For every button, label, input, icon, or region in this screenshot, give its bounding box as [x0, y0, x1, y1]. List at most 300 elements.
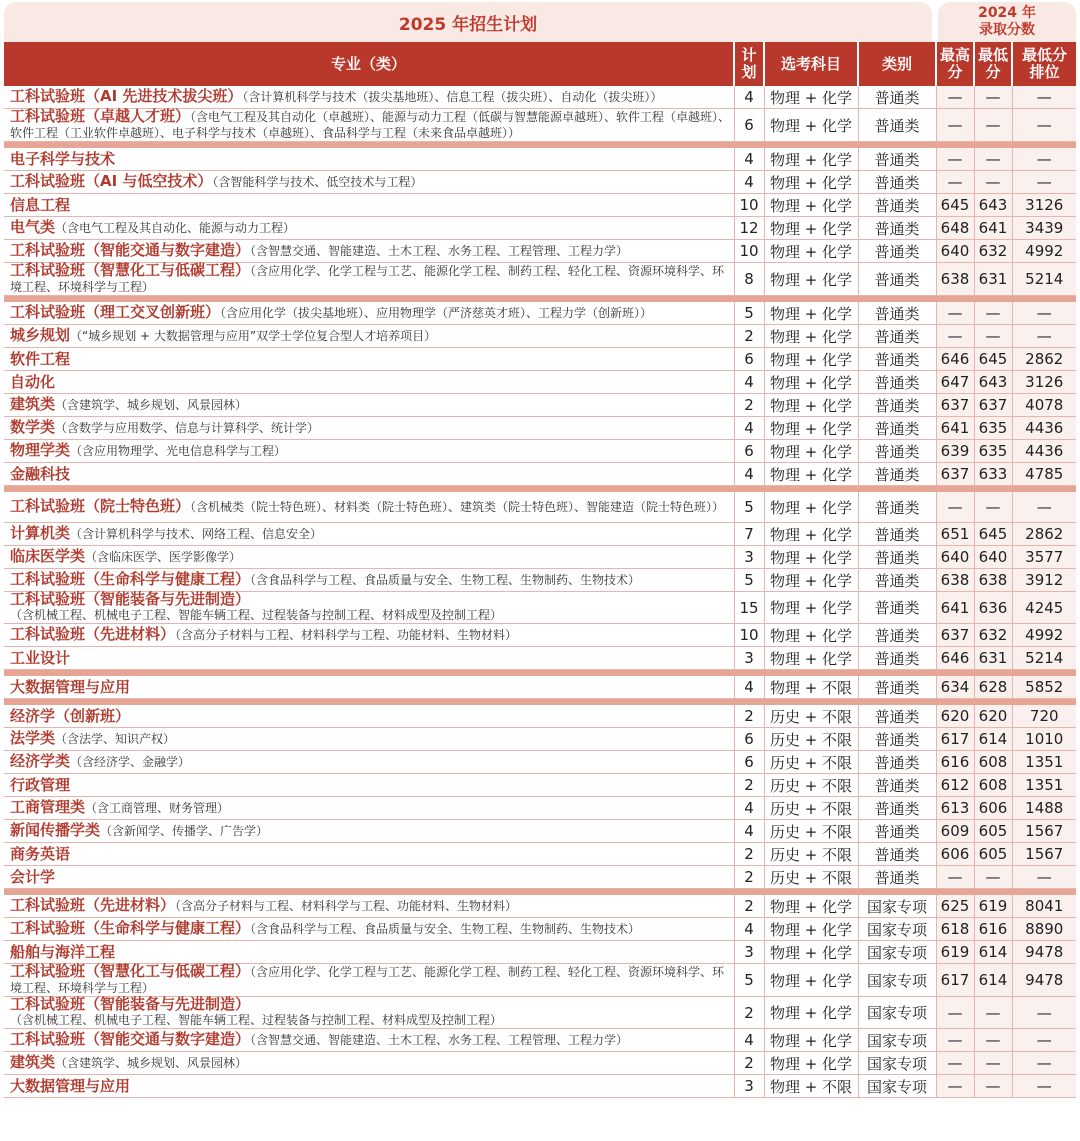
category-cell: 普通类	[858, 676, 936, 699]
min-score-cell: 616	[974, 918, 1012, 941]
subjects-cell: 物理 + 化学	[764, 647, 858, 670]
min-rank-cell: 2862	[1012, 523, 1076, 546]
min-rank-cell: 4992	[1012, 624, 1076, 647]
major-name: 金融科技	[10, 464, 71, 483]
min-score-cell: —	[974, 171, 1012, 194]
major-cell	[4, 440, 734, 463]
major-name: 工科试验班（AI 与低空技术）	[10, 172, 213, 190]
plan-count-cell: 4	[734, 676, 764, 699]
min-rank-cell: 4078	[1012, 394, 1076, 417]
min-score-cell: 645	[974, 348, 1012, 371]
major-cell	[4, 624, 734, 647]
plan-count-cell: 10	[734, 194, 764, 217]
min-rank-cell: 9478	[1012, 941, 1076, 964]
major-name: 工科试验班（智能交通与数字建造）	[10, 1030, 251, 1048]
min-score-cell: 640	[974, 546, 1012, 569]
min-rank-cell: 4245	[1012, 592, 1076, 624]
table-row	[4, 240, 1076, 263]
max-score-cell: 640	[936, 240, 974, 263]
min-rank-cell: —	[1012, 866, 1076, 889]
score-title-banner	[938, 2, 1076, 42]
major-cell	[4, 774, 734, 797]
subjects-cell: 物理 + 化学	[764, 1052, 858, 1075]
max-score-cell: 637	[936, 624, 974, 647]
table-body	[4, 86, 1076, 1098]
major-description: （含应用化学、化学工程与工艺、能源化学工程、制药工程、轻化工程、资源环境科学、环境工程、环境科学与工程）	[10, 264, 725, 294]
category-cell: 普通类	[858, 728, 936, 751]
major-name: 法学类	[10, 729, 56, 747]
min-score-cell: —	[974, 109, 1012, 142]
major-cell	[4, 148, 734, 171]
min-rank-cell: —	[1012, 86, 1076, 109]
subjects-cell: 物理 + 不限	[764, 676, 858, 699]
min-rank-cell: 8890	[1012, 918, 1076, 941]
table-row	[4, 417, 1076, 440]
max-score-cell: 625	[936, 895, 974, 918]
major-cell	[4, 171, 734, 194]
max-score-cell: 641	[936, 417, 974, 440]
min-rank-cell: 5214	[1012, 647, 1076, 670]
major-cell	[4, 1029, 734, 1052]
major-name: 工科试验班（先进材料）	[10, 625, 176, 643]
min-score-cell: 606	[974, 797, 1012, 820]
max-score-cell: —	[936, 492, 974, 523]
category-cell: 普通类	[858, 440, 936, 463]
major-name: 工科试验班（卓越人才班）	[10, 107, 191, 125]
subjects-cell: 物理 + 化学	[764, 371, 858, 394]
table-row	[4, 676, 1076, 699]
table-row	[4, 866, 1076, 889]
major-name: 会计学	[10, 867, 56, 886]
table-row	[4, 371, 1076, 394]
table-row	[4, 751, 1076, 774]
table-row	[4, 194, 1076, 217]
plan-count-cell: 4	[734, 918, 764, 941]
major-cell	[4, 569, 734, 592]
col-header-major: 专业（类）	[4, 42, 734, 86]
max-score-cell: 651	[936, 523, 974, 546]
max-score-cell: —	[936, 997, 974, 1029]
table-row	[4, 964, 1076, 997]
major-description: （含法学、知识产权）	[55, 732, 176, 746]
min-rank-cell: —	[1012, 325, 1076, 348]
subjects-cell: 物理 + 化学	[764, 263, 858, 296]
min-score-cell: 641	[974, 217, 1012, 240]
max-score-cell: —	[936, 148, 974, 171]
max-score-cell: 638	[936, 569, 974, 592]
category-cell: 国家专项	[858, 1075, 936, 1098]
plan-count-cell: 5	[734, 492, 764, 523]
min-rank-cell: 1567	[1012, 820, 1076, 843]
subjects-cell: 物理 + 化学	[764, 86, 858, 109]
max-score-cell: 646	[936, 647, 974, 670]
min-rank-cell: —	[1012, 1075, 1076, 1098]
max-score-cell: 609	[936, 820, 974, 843]
max-score-cell: —	[936, 866, 974, 889]
major-name: 经济学类	[10, 752, 71, 770]
plan-count-cell: 4	[734, 417, 764, 440]
subjects-cell: 物理 + 化学	[764, 394, 858, 417]
table-row	[4, 941, 1076, 964]
table-row	[4, 492, 1076, 523]
major-name: 工科试验班（理工交叉创新班）	[10, 303, 221, 321]
min-score-cell: —	[974, 86, 1012, 109]
max-score-cell: 618	[936, 918, 974, 941]
table-row	[4, 895, 1076, 918]
major-name: 船舶与海洋工程	[10, 942, 116, 961]
plan-count-cell: 7	[734, 523, 764, 546]
table-header-row	[4, 42, 1076, 86]
subjects-cell: 物理 + 化学	[764, 569, 858, 592]
plan-count-cell: 5	[734, 302, 764, 325]
table-row	[4, 394, 1076, 417]
major-description: （含食品科学与工程、食品质量与安全、生物工程、生物制药、生物技术）	[250, 573, 641, 587]
plan-count-cell: 12	[734, 217, 764, 240]
major-cell	[4, 217, 734, 240]
plan-count-cell: 4	[734, 371, 764, 394]
major-cell	[4, 109, 734, 142]
category-cell: 普通类	[858, 647, 936, 670]
min-score-cell: 628	[974, 676, 1012, 699]
major-cell	[4, 941, 734, 964]
min-rank-cell: 3439	[1012, 217, 1076, 240]
major-name: 工科试验班（AI 先进技术拔尖班）	[10, 87, 243, 105]
min-score-cell: —	[974, 997, 1012, 1029]
score-title-label: 录取分数	[979, 22, 1035, 38]
min-rank-cell: 3912	[1012, 569, 1076, 592]
max-score-cell: 634	[936, 676, 974, 699]
major-cell	[4, 325, 734, 348]
min-score-cell: —	[974, 866, 1012, 889]
category-cell: 普通类	[858, 194, 936, 217]
category-cell: 普通类	[858, 866, 936, 889]
subjects-cell: 物理 + 化学	[764, 546, 858, 569]
min-score-cell: 608	[974, 774, 1012, 797]
max-score-cell: 606	[936, 843, 974, 866]
major-description: （含机械工程、机械电子工程、智能车辆工程、过程装备与控制工程、材料成型及控制工程）	[10, 1013, 503, 1027]
plan-title: 2025 年招生计划	[398, 14, 538, 35]
major-cell	[4, 86, 734, 109]
min-rank-cell: 4992	[1012, 240, 1076, 263]
min-rank-cell: 9478	[1012, 964, 1076, 997]
major-name: 自动化	[10, 372, 56, 391]
min-rank-cell: 4436	[1012, 417, 1076, 440]
min-score-cell: 631	[974, 263, 1012, 296]
major-name: 大数据管理与应用	[10, 677, 131, 696]
category-cell: 普通类	[858, 797, 936, 820]
plan-count-cell: 4	[734, 171, 764, 194]
max-score-cell: —	[936, 1029, 974, 1052]
table-row	[4, 1052, 1076, 1075]
min-score-cell: 632	[974, 240, 1012, 263]
category-cell: 普通类	[858, 417, 936, 440]
min-rank-cell: —	[1012, 302, 1076, 325]
max-score-cell: 617	[936, 964, 974, 997]
plan-count-cell: 4	[734, 797, 764, 820]
table-row	[4, 1029, 1076, 1052]
table-row	[4, 843, 1076, 866]
table-row	[4, 705, 1076, 728]
min-score-cell: —	[974, 1052, 1012, 1075]
category-cell: 国家专项	[858, 895, 936, 918]
max-score-cell: 646	[936, 348, 974, 371]
table-row	[4, 217, 1076, 240]
major-description: （含经济学、金融学）	[70, 755, 191, 769]
major-cell	[4, 348, 734, 371]
plan-count-cell: 4	[734, 1029, 764, 1052]
major-cell	[4, 895, 734, 918]
min-score-cell: 608	[974, 751, 1012, 774]
major-name: 经济学（创新班）	[10, 706, 131, 725]
min-rank-cell: 720	[1012, 705, 1076, 728]
major-name: 信息工程	[10, 195, 71, 214]
plan-count-cell: 2	[734, 895, 764, 918]
category-cell: 国家专项	[858, 964, 936, 997]
subjects-cell: 物理 + 化学	[764, 325, 858, 348]
plan-count-cell: 6	[734, 109, 764, 142]
major-name: 电子科学与技术	[10, 149, 116, 168]
plan-count-cell: 2	[734, 705, 764, 728]
min-score-cell: 614	[974, 964, 1012, 997]
major-description: （“城乡规划 + 大数据管理与应用”双学士学位复合型人才培养项目）	[70, 329, 437, 343]
min-rank-cell: 1351	[1012, 774, 1076, 797]
min-rank-cell: —	[1012, 1052, 1076, 1075]
category-cell: 普通类	[858, 109, 936, 142]
category-cell: 普通类	[858, 624, 936, 647]
category-cell: 普通类	[858, 394, 936, 417]
subjects-cell: 历史 + 不限	[764, 843, 858, 866]
major-name: 新闻传播学类	[10, 821, 101, 839]
table-row	[4, 148, 1076, 171]
max-score-cell: —	[936, 86, 974, 109]
subjects-cell: 物理 + 化学	[764, 109, 858, 142]
min-score-cell: —	[974, 1075, 1012, 1098]
min-rank-cell: —	[1012, 1029, 1076, 1052]
plan-count-cell: 6	[734, 440, 764, 463]
category-cell: 国家专项	[858, 1029, 936, 1052]
category-cell: 普通类	[858, 705, 936, 728]
subjects-cell: 物理 + 化学	[764, 918, 858, 941]
major-name: 工业设计	[10, 648, 71, 667]
major-description: （含智能科学与技术、低空技术与工程）	[212, 175, 423, 189]
table-row	[4, 647, 1076, 670]
subjects-cell: 物理 + 化学	[764, 171, 858, 194]
major-name: 工科试验班（生命科学与健康工程）	[10, 570, 251, 588]
min-rank-cell: —	[1012, 492, 1076, 523]
category-cell: 普通类	[858, 171, 936, 194]
plan-count-cell: 6	[734, 728, 764, 751]
max-score-cell: —	[936, 325, 974, 348]
major-name: 数学类	[10, 418, 56, 436]
max-score-cell: 617	[936, 728, 974, 751]
min-score-cell: 605	[974, 843, 1012, 866]
major-cell	[4, 302, 734, 325]
major-name: 工科试验班（生命科学与健康工程）	[10, 919, 251, 937]
plan-count-cell: 8	[734, 263, 764, 296]
major-name: 城乡规划	[10, 326, 71, 344]
major-description: （含电气工程及其自动化、能源与动力工程）	[55, 221, 296, 235]
subjects-cell: 物理 + 化学	[764, 492, 858, 523]
min-score-cell: 645	[974, 523, 1012, 546]
min-score-cell: 635	[974, 440, 1012, 463]
major-name: 计算机类	[10, 524, 71, 542]
table-row	[4, 997, 1076, 1029]
major-name: 工科试验班（先进材料）	[10, 896, 176, 914]
min-rank-cell: 1488	[1012, 797, 1076, 820]
plan-count-cell: 3	[734, 546, 764, 569]
plan-count-cell: 6	[734, 348, 764, 371]
subjects-cell: 物理 + 化学	[764, 1029, 858, 1052]
plan-count-cell: 2	[734, 866, 764, 889]
min-score-cell: —	[974, 1029, 1012, 1052]
major-name: 行政管理	[10, 775, 71, 794]
max-score-cell: 640	[936, 546, 974, 569]
min-score-cell: 632	[974, 624, 1012, 647]
major-description: （含智慧交通、智能建造、土木工程、水务工程、工程管理、工程力学）	[250, 1033, 629, 1047]
col-header-count: 计 划	[734, 42, 764, 86]
category-cell: 普通类	[858, 148, 936, 171]
max-score-cell: 619	[936, 941, 974, 964]
major-cell	[4, 194, 734, 217]
plan-count-cell: 2	[734, 394, 764, 417]
plan-count-cell: 2	[734, 843, 764, 866]
subjects-cell: 历史 + 不限	[764, 728, 858, 751]
category-cell: 普通类	[858, 843, 936, 866]
table-row	[4, 463, 1076, 486]
subjects-cell: 物理 + 化学	[764, 217, 858, 240]
subjects-cell: 物理 + 化学	[764, 417, 858, 440]
subjects-cell: 物理 + 化学	[764, 348, 858, 371]
major-cell	[4, 463, 734, 486]
admission-table	[4, 42, 1076, 1098]
table-row	[4, 325, 1076, 348]
min-rank-cell: 2862	[1012, 348, 1076, 371]
major-cell	[4, 417, 734, 440]
subjects-cell: 物理 + 化学	[764, 592, 858, 624]
category-cell: 普通类	[858, 592, 936, 624]
table-row	[4, 302, 1076, 325]
major-cell	[4, 492, 734, 523]
subjects-cell: 物理 + 化学	[764, 964, 858, 997]
table-row	[4, 728, 1076, 751]
subjects-cell: 历史 + 不限	[764, 751, 858, 774]
category-cell: 普通类	[858, 546, 936, 569]
min-score-cell: 619	[974, 895, 1012, 918]
min-score-cell: —	[974, 148, 1012, 171]
major-cell	[4, 371, 734, 394]
major-name: 商务英语	[10, 844, 71, 863]
major-name: 工科试验班（智慧化工与低碳工程）	[10, 962, 251, 980]
max-score-cell: 637	[936, 463, 974, 486]
min-score-cell: 643	[974, 371, 1012, 394]
major-cell	[4, 546, 734, 569]
major-description: （含机械类（院士特色班）、材料类（院士特色班）、建筑类（院士特色班）、智能建造（院士特色班））	[190, 500, 725, 514]
plan-count-cell: 6	[734, 751, 764, 774]
category-cell: 普通类	[858, 569, 936, 592]
category-cell: 普通类	[858, 751, 936, 774]
min-rank-cell: 3126	[1012, 194, 1076, 217]
table-row	[4, 86, 1076, 109]
subjects-cell: 物理 + 化学	[764, 895, 858, 918]
major-description: （含应用化学、化学工程与工艺、能源化学工程、制药工程、轻化工程、资源环境科学、环境工程、环境科学与工程）	[10, 965, 725, 995]
major-cell	[4, 676, 734, 699]
min-rank-cell: —	[1012, 109, 1076, 142]
major-cell	[4, 263, 734, 296]
major-cell	[4, 997, 734, 1029]
max-score-cell: 612	[936, 774, 974, 797]
table-row	[4, 523, 1076, 546]
min-score-cell: 635	[974, 417, 1012, 440]
subjects-cell: 物理 + 化学	[764, 624, 858, 647]
major-cell	[4, 1075, 734, 1098]
major-name: 电气类	[10, 218, 56, 236]
min-score-cell: 614	[974, 941, 1012, 964]
major-name: 工科试验班（智能交通与数字建造）	[10, 241, 251, 259]
min-rank-cell: —	[1012, 997, 1076, 1029]
subjects-cell: 物理 + 化学	[764, 941, 858, 964]
major-cell	[4, 240, 734, 263]
category-cell: 国家专项	[858, 918, 936, 941]
table-row	[4, 592, 1076, 624]
major-cell	[4, 751, 734, 774]
col-header-category: 类别	[858, 42, 936, 86]
category-cell: 普通类	[858, 325, 936, 348]
major-name: 软件工程	[10, 349, 71, 368]
major-name: 物理学类	[10, 441, 71, 459]
major-description: （含建筑学、城乡规划、风景园林）	[55, 398, 248, 412]
category-cell: 普通类	[858, 820, 936, 843]
major-cell	[4, 647, 734, 670]
max-score-cell: 647	[936, 371, 974, 394]
major-description: （含应用物理学、光电信息科学与工程）	[70, 444, 287, 458]
subjects-cell: 物理 + 化学	[764, 148, 858, 171]
subjects-cell: 历史 + 不限	[764, 866, 858, 889]
major-cell	[4, 797, 734, 820]
max-score-cell: 639	[936, 440, 974, 463]
subjects-cell: 物理 + 化学	[764, 440, 858, 463]
major-description: （含智慧交通、智能建造、土木工程、水务工程、工程管理、工程力学）	[250, 244, 629, 258]
major-name: 工商管理类	[10, 798, 86, 816]
plan-count-cell: 15	[734, 592, 764, 624]
plan-count-cell: 2	[734, 1052, 764, 1075]
col-header-max-score: 最高 分	[936, 42, 974, 86]
min-rank-cell: 1351	[1012, 751, 1076, 774]
category-cell: 普通类	[858, 774, 936, 797]
major-cell	[4, 918, 734, 941]
score-title-year: 2024 年	[978, 5, 1036, 21]
major-name: 工科试验班（智能装备与先进制造）	[10, 995, 251, 1013]
table-row	[4, 263, 1076, 296]
min-score-cell: 620	[974, 705, 1012, 728]
subjects-cell: 历史 + 不限	[764, 820, 858, 843]
subjects-cell: 物理 + 化学	[764, 997, 858, 1029]
category-cell: 普通类	[858, 523, 936, 546]
min-rank-cell: 5852	[1012, 676, 1076, 699]
min-score-cell: 638	[974, 569, 1012, 592]
plan-count-cell: 2	[734, 325, 764, 348]
max-score-cell: 613	[936, 797, 974, 820]
major-description: （含应用化学（拔尖基地班）、应用物理学（严济慈英才班）、工程力学（创新班））	[220, 306, 653, 320]
table-row	[4, 109, 1076, 142]
min-rank-cell: 1567	[1012, 843, 1076, 866]
major-cell	[4, 820, 734, 843]
max-score-cell: 645	[936, 194, 974, 217]
min-rank-cell: 3577	[1012, 546, 1076, 569]
category-cell: 国家专项	[858, 997, 936, 1029]
plan-count-cell: 3	[734, 941, 764, 964]
category-cell: 普通类	[858, 302, 936, 325]
table-row	[4, 348, 1076, 371]
